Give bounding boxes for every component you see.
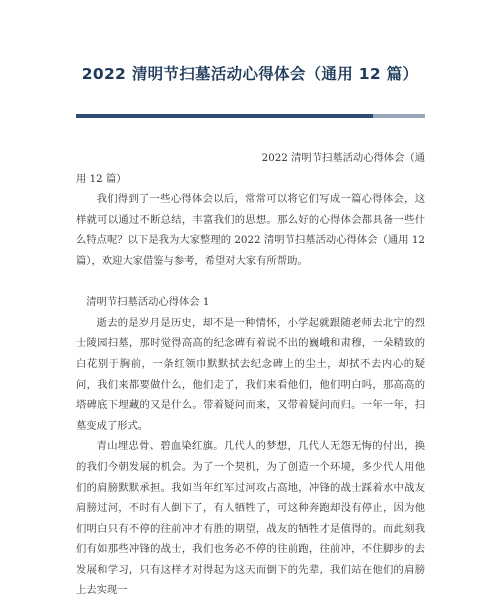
subtitle-line-1: 2022 清明节扫墓活动心得体会（通 [261,152,425,164]
document-title: 2022 清明节扫墓活动心得体会（通用 12 篇） [81,65,419,83]
subtitle-line-2: 用 12 篇） [76,172,127,185]
section-paragraph-1: 逝去的是岁月是历史，却不是一种情怀，小学起就跟随老师去北宁的烈士陵园扫墓，那时觉得高高的纪念碑有着说不出的巍峨和肃穆，一朵精致的白花别于胸前，一条红领巾默默拭去纪念碑上的尘土，却拭不去内心的疑问，我们来都要做什么，他们走了，我们来看他们，他们明白吗，那高高的塔碑底下埋藏的又是什么。带着疑问而来，又带着疑问而归。一年一年，扫墓变成了形式。 [76,316,425,432]
title-divider [76,114,425,118]
title-divider-accent [373,114,425,118]
paragraph-spacer [76,272,425,293]
intro-paragraph: 我们得到了一些心得体会以后，常常可以将它们写成一篇心得体会，这样就可以通过不断总结，丰富我们的思想。那么好的心得体会都具备一些什么特点呢？以下是我为大家整理的 2022 清明节扫墓活动心得体会（通用 12 篇），欢迎大家借鉴与参考，希望对大家有所帮助。 [76,193,425,267]
document-body [76,148,425,601]
section-paragraph-2: 青山埋忠骨、碧血染红旗。几代人的梦想，几代人无怨无悔的付出，换的我们今朝发展的机会。为了一个契机，为了创造一个环境，多少代人用他们的肩膀默默承担。我如当年红军过河攻占高地，冲锋的战士踩着水中战友肩膀过河，不时有人倒下了，有人牺牲了，可这种奔跑却没有停止，因为他们明白只有不停的往前冲才有胜的期望，战友的牺牲才是值得的。而此刻我们有如那些冲锋的战士，我们也务必不停的往前跑，往前冲，不住脚步的去发展和学习，只有这样才对得起为这天而倒下的先辈，我们站在他们的肩膀上去实现一 [76,440,425,597]
section-heading: 清明节扫墓活动心得体会 1 [86,296,210,309]
